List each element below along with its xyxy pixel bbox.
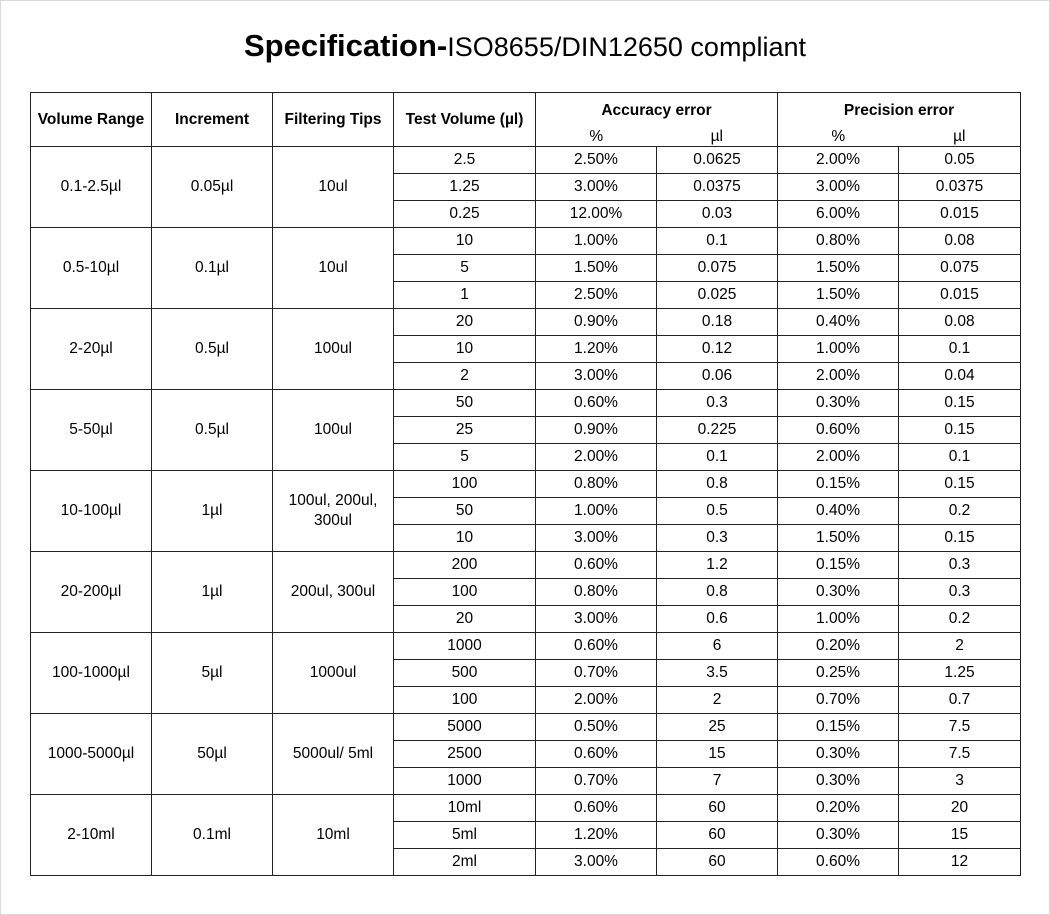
precision-ul-cell: 20: [899, 795, 1021, 822]
subheader-accuracy-pct: %: [536, 128, 657, 147]
precision-ul-cell: 7.5: [899, 741, 1021, 768]
filtering-tips-cell: 10ml: [273, 795, 394, 876]
spec-table: [30, 92, 1021, 876]
increment-cell: 0.05µl: [152, 147, 273, 228]
accuracy-ul-cell: 0.1: [657, 228, 778, 255]
accuracy-pct-cell: 0.90%: [536, 309, 657, 336]
volume-range-cell: 2-10ml: [31, 795, 152, 876]
accuracy-pct-cell: 3.00%: [536, 606, 657, 633]
table-row: [31, 471, 1021, 498]
test-volume-cell: 0.25: [394, 201, 536, 228]
accuracy-ul-cell: 0.3: [657, 390, 778, 417]
volume-range-cell: 20-200µl: [31, 552, 152, 633]
test-volume-cell: 1000: [394, 768, 536, 795]
precision-ul-cell: 2: [899, 633, 1021, 660]
accuracy-pct-cell: 2.00%: [536, 687, 657, 714]
precision-ul-cell: 1.25: [899, 660, 1021, 687]
filtering-tips-cell: 10ul: [273, 228, 394, 309]
filtering-tips-cell: 5000ul/ 5ml: [273, 714, 394, 795]
precision-pct-cell: 0.15%: [778, 471, 899, 498]
accuracy-ul-cell: 0.3: [657, 525, 778, 552]
table-row: [31, 552, 1021, 579]
accuracy-ul-cell: 15: [657, 741, 778, 768]
precision-pct-cell: 1.50%: [778, 255, 899, 282]
precision-pct-cell: 2.00%: [778, 147, 899, 174]
test-volume-cell: 10: [394, 336, 536, 363]
accuracy-ul-cell: 0.8: [657, 579, 778, 606]
accuracy-ul-cell: 0.0625: [657, 147, 778, 174]
accuracy-ul-cell: 0.075: [657, 255, 778, 282]
page-title: [0, 28, 1050, 65]
filtering-tips-cell: 10ul: [273, 147, 394, 228]
table-row: [31, 390, 1021, 417]
accuracy-pct-cell: 2.50%: [536, 282, 657, 309]
accuracy-pct-cell: 0.80%: [536, 471, 657, 498]
table-row: [31, 633, 1021, 660]
test-volume-cell: 50: [394, 390, 536, 417]
test-volume-cell: 2ml: [394, 849, 536, 876]
test-volume-cell: 10ml: [394, 795, 536, 822]
test-volume-cell: 2500: [394, 741, 536, 768]
accuracy-pct-cell: 3.00%: [536, 525, 657, 552]
precision-pct-cell: 2.00%: [778, 444, 899, 471]
accuracy-ul-cell: 0.03: [657, 201, 778, 228]
accuracy-ul-cell: 7: [657, 768, 778, 795]
accuracy-ul-cell: 0.1: [657, 444, 778, 471]
precision-ul-cell: 0.2: [899, 498, 1021, 525]
test-volume-cell: 100: [394, 687, 536, 714]
volume-range-cell: 2-20µl: [31, 309, 152, 390]
precision-ul-cell: 0.3: [899, 579, 1021, 606]
precision-ul-cell: 0.1: [899, 444, 1021, 471]
accuracy-pct-cell: 12.00%: [536, 201, 657, 228]
table-row: [31, 714, 1021, 741]
test-volume-cell: 5000: [394, 714, 536, 741]
accuracy-pct-cell: 0.60%: [536, 795, 657, 822]
table-row: [31, 795, 1021, 822]
precision-pct-cell: 0.15%: [778, 714, 899, 741]
accuracy-pct-cell: 0.70%: [536, 768, 657, 795]
filtering-tips-cell: 1000ul: [273, 633, 394, 714]
precision-ul-cell: 0.015: [899, 201, 1021, 228]
precision-pct-cell: 0.30%: [778, 579, 899, 606]
test-volume-cell: 1: [394, 282, 536, 309]
test-volume-cell: 10: [394, 525, 536, 552]
subheader-accuracy-ul: µl: [657, 128, 778, 147]
test-volume-cell: 20: [394, 606, 536, 633]
precision-pct-cell: 1.50%: [778, 525, 899, 552]
accuracy-pct-cell: 0.90%: [536, 417, 657, 444]
accuracy-pct-cell: 1.50%: [536, 255, 657, 282]
test-volume-cell: 5: [394, 255, 536, 282]
filtering-tips-cell: 100ul: [273, 309, 394, 390]
header-filtering-tips: Filtering Tips: [273, 93, 394, 147]
accuracy-ul-cell: 0.06: [657, 363, 778, 390]
volume-range-cell: 0.1-2.5µl: [31, 147, 152, 228]
subheader-precision-ul: µl: [899, 128, 1021, 147]
precision-pct-cell: 0.80%: [778, 228, 899, 255]
accuracy-pct-cell: 3.00%: [536, 174, 657, 201]
precision-ul-cell: 0.1: [899, 336, 1021, 363]
precision-pct-cell: 0.40%: [778, 498, 899, 525]
accuracy-ul-cell: 0.225: [657, 417, 778, 444]
precision-ul-cell: 0.7: [899, 687, 1021, 714]
filtering-tips-cell: 100ul: [273, 390, 394, 471]
increment-cell: 0.1µl: [152, 228, 273, 309]
accuracy-pct-cell: 0.50%: [536, 714, 657, 741]
accuracy-pct-cell: 1.20%: [536, 336, 657, 363]
test-volume-cell: 500: [394, 660, 536, 687]
precision-ul-cell: 0.08: [899, 228, 1021, 255]
accuracy-ul-cell: 60: [657, 849, 778, 876]
spec-table-body: [31, 147, 1021, 876]
accuracy-ul-cell: 0.0375: [657, 174, 778, 201]
test-volume-cell: 100: [394, 579, 536, 606]
header-accuracy-error: Accuracy error: [536, 93, 778, 129]
accuracy-ul-cell: 0.8: [657, 471, 778, 498]
increment-cell: 1µl: [152, 552, 273, 633]
precision-pct-cell: 2.00%: [778, 363, 899, 390]
precision-pct-cell: 0.40%: [778, 309, 899, 336]
precision-pct-cell: 1.00%: [778, 336, 899, 363]
volume-range-cell: 10-100µl: [31, 471, 152, 552]
precision-ul-cell: 0.15: [899, 390, 1021, 417]
precision-ul-cell: 0.04: [899, 363, 1021, 390]
test-volume-cell: 25: [394, 417, 536, 444]
accuracy-ul-cell: 1.2: [657, 552, 778, 579]
precision-ul-cell: 0.05: [899, 147, 1021, 174]
accuracy-ul-cell: 0.18: [657, 309, 778, 336]
accuracy-ul-cell: 0.5: [657, 498, 778, 525]
accuracy-ul-cell: 0.025: [657, 282, 778, 309]
accuracy-pct-cell: 3.00%: [536, 363, 657, 390]
precision-pct-cell: 0.20%: [778, 633, 899, 660]
test-volume-cell: 100: [394, 471, 536, 498]
precision-ul-cell: 0.3: [899, 552, 1021, 579]
header-test-volume: Test Volume (µl): [394, 93, 536, 147]
precision-ul-cell: 0.2: [899, 606, 1021, 633]
test-volume-cell: 200: [394, 552, 536, 579]
precision-ul-cell: 3: [899, 768, 1021, 795]
precision-pct-cell: 0.30%: [778, 768, 899, 795]
accuracy-pct-cell: 0.60%: [536, 390, 657, 417]
accuracy-pct-cell: 2.50%: [536, 147, 657, 174]
accuracy-pct-cell: 0.70%: [536, 660, 657, 687]
test-volume-cell: 10: [394, 228, 536, 255]
accuracy-ul-cell: 25: [657, 714, 778, 741]
precision-pct-cell: 0.30%: [778, 741, 899, 768]
increment-cell: 0.5µl: [152, 390, 273, 471]
accuracy-pct-cell: 0.60%: [536, 552, 657, 579]
increment-cell: 0.1ml: [152, 795, 273, 876]
precision-pct-cell: 1.50%: [778, 282, 899, 309]
precision-ul-cell: 12: [899, 849, 1021, 876]
precision-pct-cell: 3.00%: [778, 174, 899, 201]
precision-ul-cell: 0.15: [899, 525, 1021, 552]
test-volume-cell: 1.25: [394, 174, 536, 201]
precision-ul-cell: 0.015: [899, 282, 1021, 309]
accuracy-ul-cell: 0.6: [657, 606, 778, 633]
increment-cell: 1µl: [152, 471, 273, 552]
filtering-tips-cell: 100ul, 200ul, 300ul: [273, 471, 394, 552]
increment-cell: 0.5µl: [152, 309, 273, 390]
precision-ul-cell: 0.15: [899, 471, 1021, 498]
precision-ul-cell: 0.08: [899, 309, 1021, 336]
precision-ul-cell: 0.075: [899, 255, 1021, 282]
accuracy-pct-cell: 0.60%: [536, 741, 657, 768]
precision-ul-cell: 0.15: [899, 417, 1021, 444]
volume-range-cell: 5-50µl: [31, 390, 152, 471]
table-row: [31, 309, 1021, 336]
increment-cell: 5µl: [152, 633, 273, 714]
precision-pct-cell: 0.25%: [778, 660, 899, 687]
accuracy-ul-cell: 3.5: [657, 660, 778, 687]
precision-pct-cell: 0.70%: [778, 687, 899, 714]
title-rest: ISO8655/DIN12650 compliant: [447, 32, 806, 62]
test-volume-cell: 50: [394, 498, 536, 525]
accuracy-pct-cell: 1.00%: [536, 498, 657, 525]
test-volume-cell: 2.5: [394, 147, 536, 174]
subheader-precision-pct: %: [778, 128, 899, 147]
precision-pct-cell: 0.15%: [778, 552, 899, 579]
header-precision-error: Precision error: [778, 93, 1021, 129]
test-volume-cell: 5ml: [394, 822, 536, 849]
accuracy-pct-cell: 0.80%: [536, 579, 657, 606]
precision-pct-cell: 0.60%: [778, 849, 899, 876]
accuracy-ul-cell: 60: [657, 822, 778, 849]
precision-ul-cell: 0.0375: [899, 174, 1021, 201]
accuracy-ul-cell: 6: [657, 633, 778, 660]
accuracy-pct-cell: 3.00%: [536, 849, 657, 876]
increment-cell: 50µl: [152, 714, 273, 795]
title-bold: Specification-: [244, 28, 448, 63]
header-increment: Increment: [152, 93, 273, 147]
precision-pct-cell: 0.30%: [778, 822, 899, 849]
test-volume-cell: 5: [394, 444, 536, 471]
precision-pct-cell: 0.60%: [778, 417, 899, 444]
accuracy-ul-cell: 2: [657, 687, 778, 714]
table-row: [31, 228, 1021, 255]
precision-ul-cell: 15: [899, 822, 1021, 849]
precision-pct-cell: 6.00%: [778, 201, 899, 228]
precision-pct-cell: 1.00%: [778, 606, 899, 633]
volume-range-cell: 0.5-10µl: [31, 228, 152, 309]
test-volume-cell: 20: [394, 309, 536, 336]
precision-ul-cell: 7.5: [899, 714, 1021, 741]
accuracy-pct-cell: 1.20%: [536, 822, 657, 849]
volume-range-cell: 100-1000µl: [31, 633, 152, 714]
volume-range-cell: 1000-5000µl: [31, 714, 152, 795]
precision-pct-cell: 0.30%: [778, 390, 899, 417]
accuracy-pct-cell: 2.00%: [536, 444, 657, 471]
filtering-tips-cell: 200ul, 300ul: [273, 552, 394, 633]
test-volume-cell: 2: [394, 363, 536, 390]
header-volume-range: Volume Range: [31, 93, 152, 147]
accuracy-ul-cell: 0.12: [657, 336, 778, 363]
accuracy-ul-cell: 60: [657, 795, 778, 822]
table-row: [31, 147, 1021, 174]
accuracy-pct-cell: 0.60%: [536, 633, 657, 660]
test-volume-cell: 1000: [394, 633, 536, 660]
precision-pct-cell: 0.20%: [778, 795, 899, 822]
accuracy-pct-cell: 1.00%: [536, 228, 657, 255]
